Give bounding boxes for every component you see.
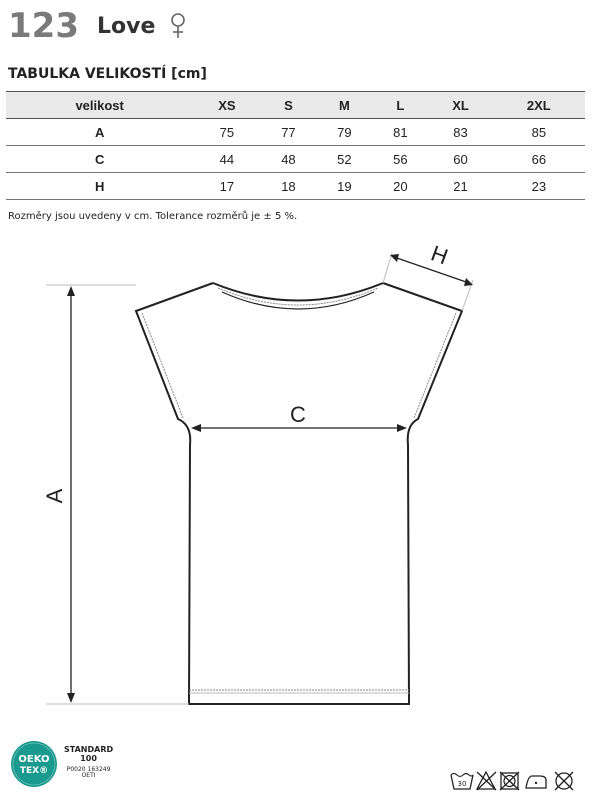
table-cell: 20 [372, 173, 428, 200]
row-header: A [6, 119, 193, 146]
table-row [6, 119, 585, 146]
row-header: C [6, 146, 193, 173]
table-cell: 17 [193, 173, 260, 200]
no-tumble-dry-icon [500, 772, 519, 790]
measure-a-label: A [42, 488, 67, 504]
column-header: velikost [6, 92, 193, 119]
svg-text:OEKO: OEKO [18, 754, 50, 765]
column-header: XS [193, 92, 260, 119]
certificate-number: P0020 163249 [66, 765, 111, 773]
table-cell: 48 [260, 146, 316, 173]
table-cell: 23 [493, 173, 585, 200]
wash-30-icon [451, 774, 473, 790]
table-cell: 52 [316, 146, 372, 173]
column-header: 2XL [493, 92, 585, 119]
measure-h-label: H [427, 240, 452, 270]
table-row [6, 146, 585, 173]
column-header: M [316, 92, 372, 119]
size-table [6, 91, 585, 200]
standard-label: STANDARD [64, 745, 114, 754]
column-header: L [372, 92, 428, 119]
no-dry-clean-icon [555, 772, 573, 790]
table-cell: 18 [260, 173, 316, 200]
certificate-institute: OETI [81, 772, 96, 780]
tshirt-neckline [213, 283, 383, 301]
table-cell: 19 [316, 173, 372, 200]
tshirt-neckline-stitch [218, 288, 378, 305]
size-table-header-row [6, 92, 585, 119]
header [8, 4, 187, 48]
table-cell: 83 [428, 119, 492, 146]
care-symbols [450, 770, 580, 792]
oeko-tex-standard [64, 746, 113, 780]
no-bleach-icon [477, 772, 496, 790]
table-cell: 44 [193, 146, 260, 173]
size-table-title: TABULKA VELIKOSTÍ [cm] [8, 66, 207, 82]
female-symbol-icon [169, 11, 187, 41]
tshirt-measurement-drawing [0, 236, 593, 716]
column-header: S [260, 92, 316, 119]
table-cell: 81 [372, 119, 428, 146]
column-header: XL [428, 92, 492, 119]
table-cell: 66 [493, 146, 585, 173]
table-cell: 75 [193, 119, 260, 146]
table-cell: 60 [428, 146, 492, 173]
table-cell: 56 [372, 146, 428, 173]
table-cell: 77 [260, 119, 316, 146]
table-row [6, 173, 585, 200]
tshirt-outline [136, 283, 462, 704]
product-name: Love [96, 13, 156, 39]
svg-text:TEX®: TEX® [19, 766, 49, 776]
table-cell: 79 [316, 119, 372, 146]
standard-number: 100 [80, 753, 97, 763]
table-cell: 85 [493, 119, 585, 146]
row-header: H [6, 173, 193, 200]
table-cell: 21 [428, 173, 492, 200]
product-code: 123 [8, 6, 79, 46]
tolerance-note: Rozměry jsou uvedeny v cm. Tolerance rozměrů je ± 5 %. [8, 211, 298, 222]
iron-low-icon [526, 776, 546, 788]
oeko-tex-logo [10, 740, 58, 788]
measure-c-label: C [290, 402, 306, 427]
svg-text:30: 30 [457, 780, 467, 788]
